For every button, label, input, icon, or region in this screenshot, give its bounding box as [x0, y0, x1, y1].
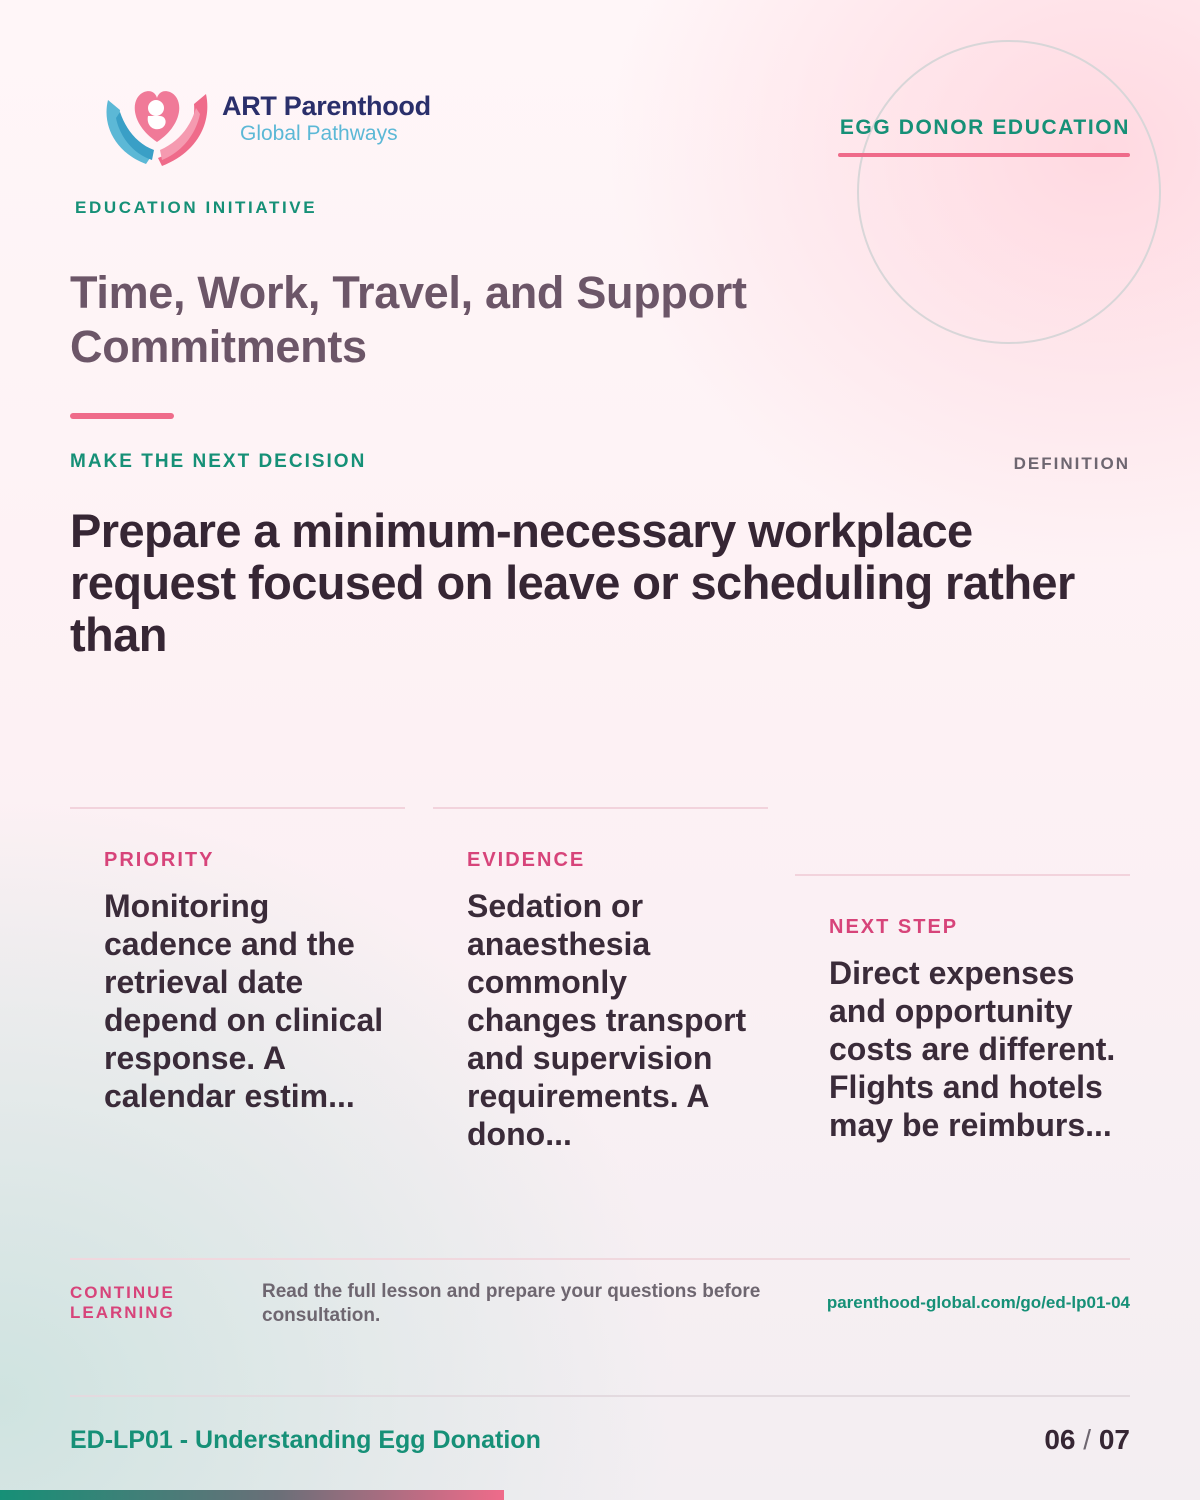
divider [70, 1258, 1130, 1260]
continue-learning-text: Read the full lesson and prepare your questions before consultation. [262, 1281, 761, 1326]
course-title: ED-LP01 - Understanding Egg Donation [70, 1426, 541, 1454]
card-label: NEXT STEP [829, 916, 959, 938]
card-rule [70, 807, 405, 809]
section-headline: Prepare a minimum-necessary workplace request focused on leave or scheduling rather than [70, 504, 1075, 661]
page-indicator [1044, 1424, 1130, 1456]
brand-subtitle: Global Pathways [240, 122, 398, 145]
category-underline [838, 153, 1130, 157]
card-body: Direct expenses and opportunity costs are different. Flights and hotels may be reimburs... [829, 955, 1116, 1143]
lesson-link[interactable]: parenthood-global.com/go/ed-lp01-04 [826, 1293, 1130, 1312]
card-priority [70, 807, 405, 1207]
card-next-step [795, 874, 1130, 1204]
card-label: PRIORITY [104, 849, 215, 871]
heart-hands-baby-icon [100, 72, 214, 172]
progress-accent-bar [0, 1490, 504, 1500]
card-rule [433, 807, 768, 809]
page-current: 06 [1044, 1424, 1076, 1455]
divider [70, 1395, 1130, 1397]
definition-tag: DEFINITION [1013, 454, 1130, 473]
card-body: Sedation or anaesthesia commonly changes transport and supervision requirements. A dono... [467, 888, 747, 1152]
initiative-label: EDUCATION INITIATIVE [75, 198, 318, 217]
continue-learning-label: CONTINUE LEARNING [70, 1283, 175, 1322]
title-accent-rule [70, 413, 174, 419]
brand-name: ART Parenthood [222, 91, 431, 121]
card-evidence [433, 807, 768, 1207]
card-rule [795, 874, 1130, 876]
card-body: Monitoring cadence and the retrieval date depend on clinical response. A calendar estim... [104, 888, 384, 1114]
brand-logo[interactable] [100, 72, 431, 172]
card-label: EVIDENCE [467, 849, 586, 871]
decorative-circle [857, 40, 1161, 344]
page-title: Time, Work, Travel, and Support Commitments [70, 267, 747, 372]
section-kicker: MAKE THE NEXT DECISION [70, 451, 367, 472]
page-separator: / [1083, 1424, 1092, 1455]
page-total: 07 [1098, 1424, 1130, 1455]
category-label: EGG DONOR EDUCATION [839, 116, 1130, 139]
